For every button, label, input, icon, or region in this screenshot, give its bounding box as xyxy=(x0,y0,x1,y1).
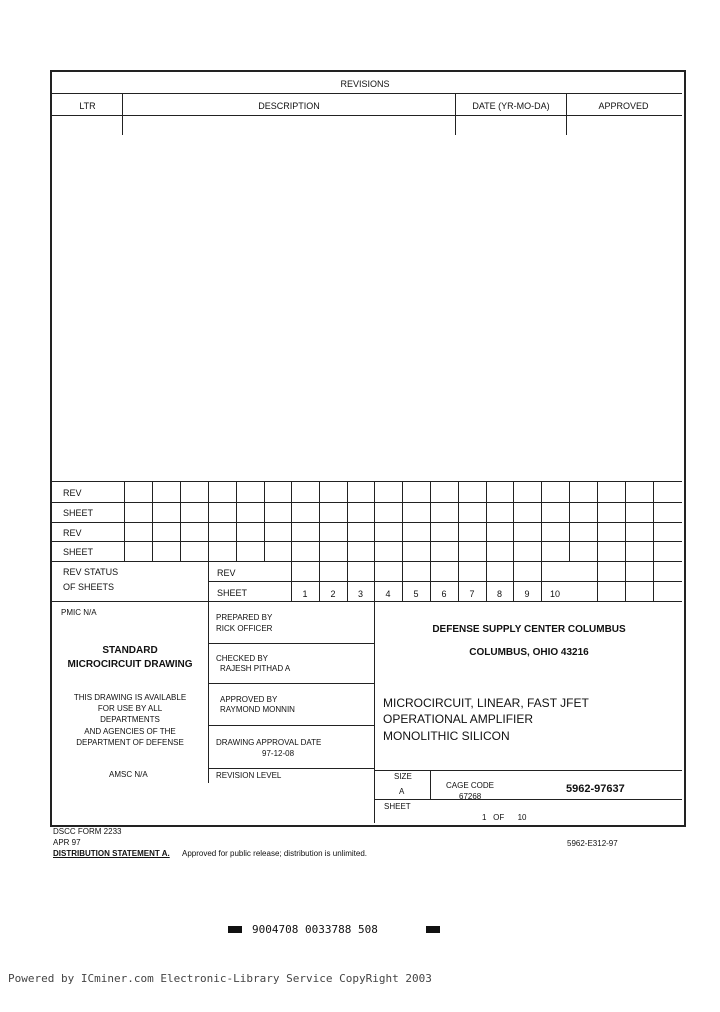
grid-col xyxy=(569,481,570,561)
rev-col-line-1 xyxy=(122,93,123,135)
sig-line xyxy=(208,725,374,726)
lower-divider-2 xyxy=(374,601,375,823)
grid-line xyxy=(52,601,682,602)
distribution-text: Approved for public release; distribution is unlimited. xyxy=(182,849,367,858)
grid-col xyxy=(541,481,542,601)
availability-line: DEPARTMENTS xyxy=(100,715,160,724)
approval-date-value: 97-12-08 xyxy=(262,749,295,758)
sig-line xyxy=(208,683,374,684)
size-divider xyxy=(430,770,431,799)
revisions-header-line xyxy=(52,115,682,116)
availability-line: FOR USE BY ALL xyxy=(97,704,163,713)
availability-line: DEPARTMENT OF DEFENSE xyxy=(76,738,184,747)
availability-line: AND AGENCIES OF THE xyxy=(84,727,176,736)
grid-col xyxy=(402,481,403,601)
powered-by-line: Powered by ICminer.com Electronic-Library Service CopyRight 2003 xyxy=(8,972,432,985)
title-line xyxy=(374,799,682,800)
rev-col-line-3 xyxy=(566,93,567,135)
sheet-number: 4 xyxy=(385,589,391,599)
grid-line xyxy=(52,502,682,503)
grid-col xyxy=(319,481,320,601)
grid-line xyxy=(52,561,682,562)
lower-divider-1 xyxy=(208,601,209,783)
grid-col xyxy=(458,481,459,601)
sheet-value: 1 OF 10 xyxy=(482,813,527,822)
grid-col xyxy=(486,481,487,601)
approved-label: APPROVED BY xyxy=(220,695,278,704)
title-line-1: MICROCIRCUIT, LINEAR, FAST JFET xyxy=(383,696,589,710)
sheet-label-2: SHEET xyxy=(63,547,94,557)
grid-col xyxy=(208,481,209,601)
sheet-number: 8 xyxy=(496,589,502,599)
col-approved: APPROVED xyxy=(598,101,649,111)
rev-status-label: REV STATUS xyxy=(63,567,119,577)
barcode-mark-left xyxy=(228,926,242,933)
grid-line xyxy=(208,581,682,582)
prepared-name: RICK OFFICER xyxy=(216,624,273,633)
title-line-2: OPERATIONAL AMPLIFIER xyxy=(383,712,534,726)
reference-number: 5962-E312-97 xyxy=(567,839,618,848)
grid-col xyxy=(513,481,514,601)
approved-name: RAYMOND MONNIN xyxy=(220,705,295,714)
grid-col xyxy=(597,481,598,601)
amsc-label: AMSC N/A xyxy=(109,770,148,779)
rev-label-2: REV xyxy=(63,528,82,538)
rev-label-3: REV xyxy=(217,568,236,578)
sheet-number: 10 xyxy=(549,589,560,599)
revisions-divider xyxy=(52,93,682,94)
size-value: A xyxy=(399,787,405,796)
barcode-mark-right xyxy=(426,926,440,933)
grid-col xyxy=(374,481,375,601)
grid-col xyxy=(180,481,181,561)
agency-city: COLUMBUS, OHIO 43216 xyxy=(469,647,589,658)
grid-col xyxy=(430,481,431,601)
sheet-number: 1 xyxy=(302,589,308,599)
grid-line xyxy=(52,522,682,523)
sheet-label: SHEET xyxy=(384,802,411,811)
grid-col xyxy=(152,481,153,561)
availability-line: THIS DRAWING IS AVAILABLE xyxy=(73,693,187,702)
grid-col xyxy=(625,481,626,601)
title-line xyxy=(374,770,682,771)
grid-line xyxy=(52,481,682,482)
barcode-text: 9004708 0033788 508 xyxy=(252,923,378,936)
grid-col xyxy=(347,481,348,601)
prepared-label: PREPARED BY xyxy=(216,613,273,622)
checked-label: CHECKED BY xyxy=(216,654,269,663)
grid-col xyxy=(124,481,125,561)
sheet-number: 5 xyxy=(413,589,419,599)
sheet-label-1: SHEET xyxy=(63,508,94,518)
size-label: SIZE xyxy=(394,772,412,781)
drawing-number: 5962-97637 xyxy=(566,783,625,795)
distribution-label: DISTRIBUTION STATEMENT A. xyxy=(53,849,170,858)
grid-col xyxy=(291,481,292,601)
form-number: DSCC FORM 2233 xyxy=(53,827,122,836)
sig-line xyxy=(208,643,374,644)
grid-line xyxy=(52,541,682,542)
rev-col-line-2 xyxy=(455,93,456,135)
approval-date-label: DRAWING APPROVAL DATE xyxy=(216,738,322,747)
col-ltr: LTR xyxy=(79,101,96,111)
sheet-number: 9 xyxy=(524,589,530,599)
of-sheets-label: OF SHEETS xyxy=(63,582,115,592)
sheet-number: 6 xyxy=(441,589,447,599)
pmic-label: PMIC N/A xyxy=(61,608,97,617)
cage-code-label: CAGE CODE xyxy=(446,781,495,790)
sheet-label-3: SHEET xyxy=(217,588,248,598)
grid-col xyxy=(236,481,237,561)
grid-col xyxy=(264,481,265,561)
revision-level-label: REVISION LEVEL xyxy=(216,771,282,780)
grid-col xyxy=(653,481,654,601)
form-date: APR 97 xyxy=(53,838,81,847)
sheet-number: 2 xyxy=(330,589,336,599)
sheet-number: 3 xyxy=(357,589,363,599)
title-line-3: MONOLITHIC SILICON xyxy=(383,729,510,743)
col-description: DESCRIPTION xyxy=(258,101,320,111)
sig-line xyxy=(208,768,374,769)
sheet-number: 7 xyxy=(469,589,475,599)
col-date: DATE (YR-MO-DA) xyxy=(472,101,550,111)
checked-name: RAJESH PITHAD A xyxy=(220,664,291,673)
form-border xyxy=(50,70,686,827)
rev-label-1: REV xyxy=(63,488,82,498)
revisions-title: REVISIONS xyxy=(340,79,390,89)
microcircuit-drawing-title: MICROCIRCUIT DRAWING xyxy=(67,659,193,670)
agency-name: DEFENSE SUPPLY CENTER COLUMBUS xyxy=(432,624,626,635)
cage-code-value: 67268 xyxy=(459,792,482,801)
standard-title: STANDARD xyxy=(102,645,158,656)
